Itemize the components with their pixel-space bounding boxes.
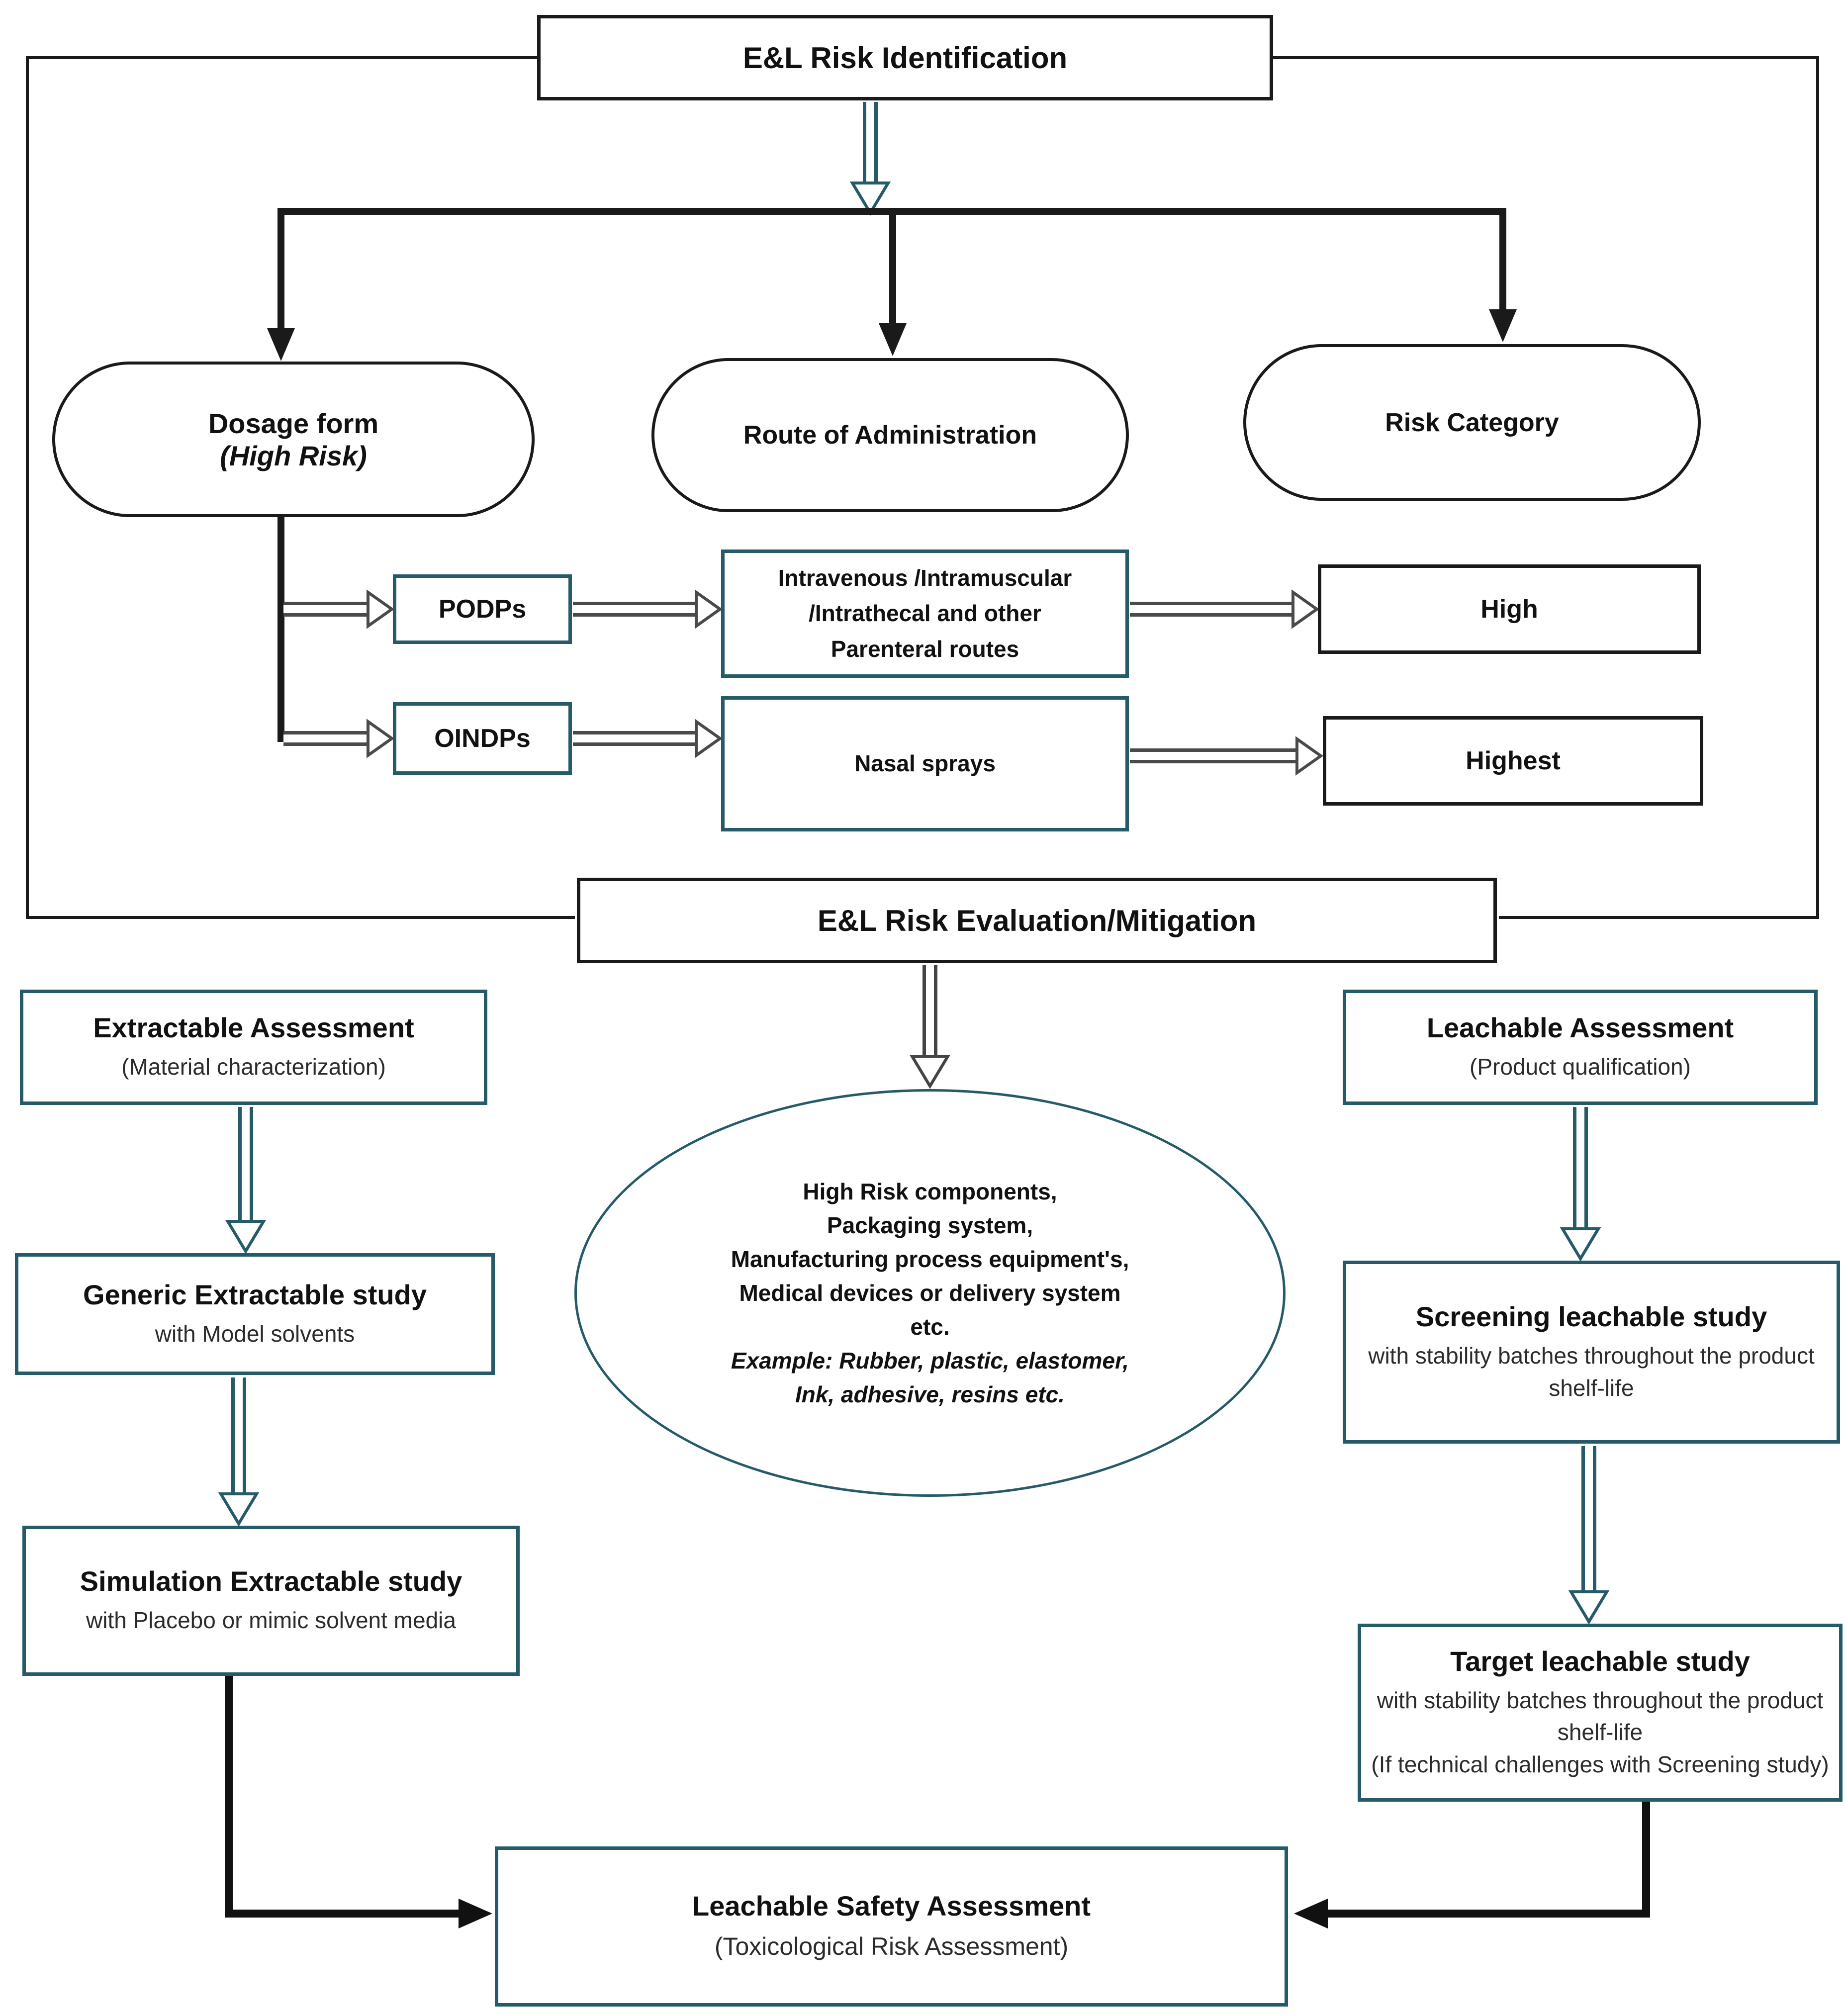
target-leachable-subtitle2: (If technical challenges with Screening study) [1371,1751,1829,1777]
parenteral-routes-line1: Intravenous /Intramuscular [778,565,1072,591]
ellipse-line-2: Packaging system, [827,1212,1033,1238]
screening-leachable-title: Screening leachable study [1415,1301,1767,1333]
target-leachable-subtitle: with stability batches throughout the product shelf-life [1377,1687,1824,1745]
arrow-screening-to-target [1571,1446,1607,1622]
leachable-safety-box [495,1846,1288,2007]
generic-extractable-title: Generic Extractable study [83,1279,427,1310]
arrow-podps-to-iv [573,592,720,626]
parenteral-routes-box [721,550,1129,678]
highest-risk-box [1323,716,1703,806]
leachable-assessment-title: Leachable Assessment [1426,1012,1734,1044]
arrow-leachable-to-screening [1563,1107,1598,1259]
ellipse-line-1: High Risk components, [803,1178,1057,1204]
nasal-sprays-box [721,696,1129,831]
simulation-extractable-subtitle: with Placebo or mimic solvent media [86,1607,456,1634]
generic-extractable-subtitle: with Model solvents [155,1320,355,1347]
extractable-assessment-box [20,990,487,1105]
simulation-extractable-title: Simulation Extractable study [80,1565,462,1597]
screening-leachable-box [1343,1261,1840,1444]
arrow-extractable-to-generic [228,1107,264,1251]
arrow-oindps-to-nasal [573,722,720,755]
risk-category-title: Risk Category [1385,408,1559,437]
parenteral-routes-line3: Parenteral routes [830,636,1019,662]
arrow-dosage-to-podps [283,592,392,626]
generic-extractable-box [15,1253,495,1375]
route-of-administration-pill [651,358,1129,512]
arrow-nasal-to-highest [1130,739,1321,773]
high-risk-components-ellipse [574,1089,1286,1497]
leachable-assessment-subtitle: (Product qualification) [1470,1054,1691,1080]
podps-box [393,574,572,644]
target-leachable-box [1358,1624,1843,1802]
ellipse-line-7: Ink, adhesive, resins etc. [795,1381,1065,1408]
branch-line [267,208,1517,361]
high-risk-box [1318,564,1701,654]
dosage-form-subtitle: (High Risk) [220,440,367,471]
route-of-administration-title: Route of Administration [743,421,1037,450]
target-leachable-title: Target leachable study [1450,1645,1750,1677]
leachable-safety-subtitle: (Toxicological Risk Assessment) [714,1932,1069,1960]
extractable-assessment-subtitle: (Material characterization) [121,1054,386,1080]
ellipse-line-5: etc. [910,1314,950,1340]
arrow-evaluation-to-ellipse [912,965,948,1086]
risk-evaluation-title: E&L Risk Evaluation/Mitigation [817,904,1257,937]
arrow-target-to-safety [1294,1802,1646,1928]
risk-category-pill [1243,344,1701,501]
screening-leachable-subtitle: with stability batches throughout the product shelf-life [1368,1343,1815,1401]
highest-risk-label: Highest [1466,746,1561,775]
oindps-box [393,702,572,775]
leachable-assessment-box [1343,990,1818,1105]
nasal-sprays-label: Nasal sprays [854,750,996,777]
ellipse-line-4: Medical devices or delivery system [739,1280,1121,1306]
arrow-generic-to-simulation [221,1377,257,1524]
arrow-simulation-to-safety [229,1676,492,1928]
arrow-iv-to-high [1130,592,1317,626]
ellipse-line-6: Example: Rubber, plastic, elastomer, [731,1348,1129,1374]
parenteral-routes-line2: /Intrathecal and other [809,600,1041,627]
extractable-assessment-title: Extractable Assessment [93,1012,414,1044]
high-risk-label: High [1480,595,1538,624]
risk-identification-title: E&L Risk Identification [742,41,1068,75]
simulation-extractable-box [22,1526,520,1676]
arrow-dosage-to-oindps [283,722,392,755]
leachable-safety-title: Leachable Safety Assessment [692,1890,1091,1922]
podps-title: PODPs [438,595,527,624]
dosage-form-title: Dosage form [208,407,379,439]
risk-evaluation-box [577,878,1497,963]
ellipse-line-3: Manufacturing process equipment's, [731,1246,1129,1272]
oindps-title: OINDPs [434,724,531,753]
dosage-form-pill [52,362,535,517]
arrow-title-to-branch [852,102,888,213]
risk-identification-box [537,15,1273,100]
